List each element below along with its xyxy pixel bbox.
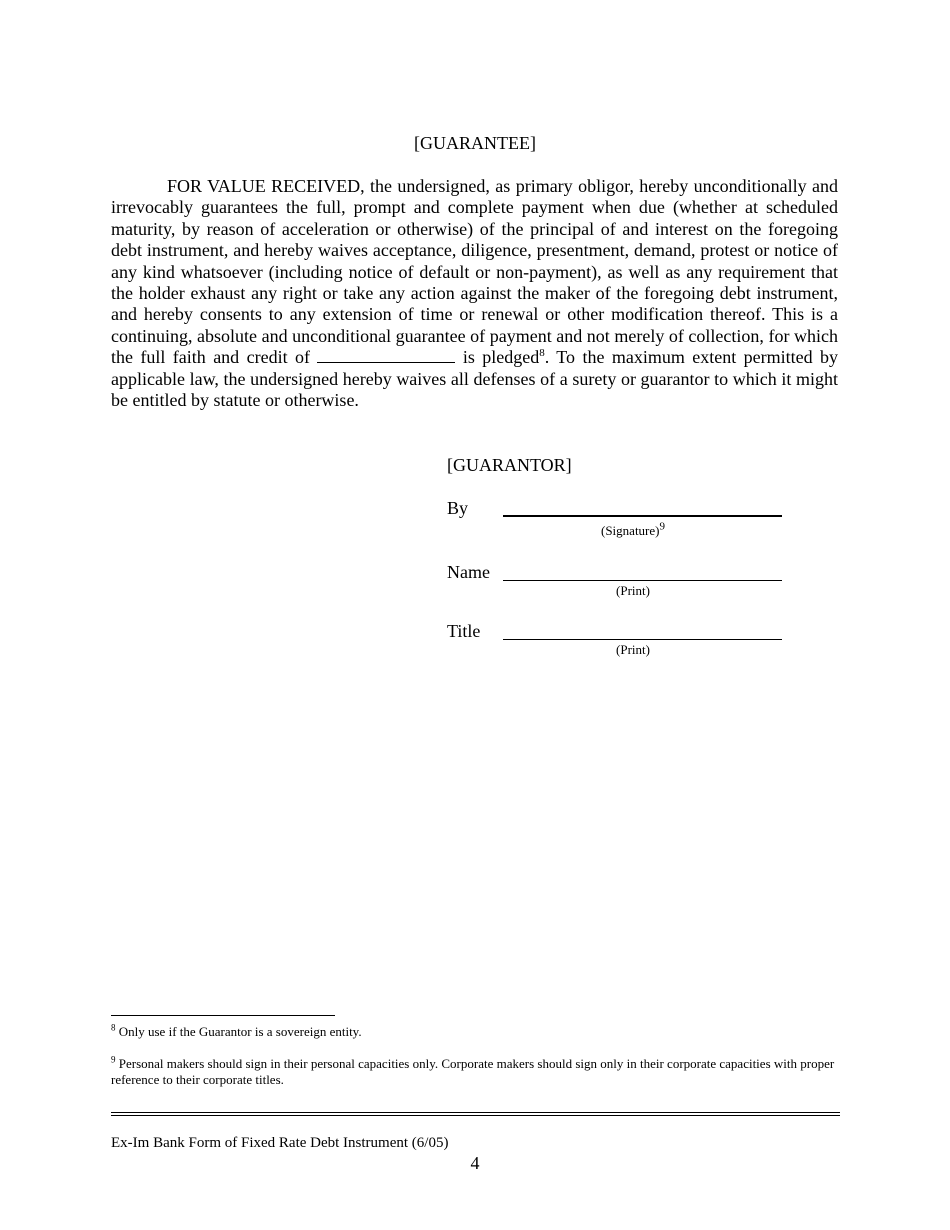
footer-form-name: Ex-Im Bank Form of Fixed Rate Debt Instrument (6/05) xyxy=(111,1135,449,1151)
footnote-9 xyxy=(111,1056,838,1088)
footer-double-rule xyxy=(111,1112,840,1116)
paragraph-part-1: FOR VALUE RECEIVED, the undersigned, as primary obligor, hereby unconditionally and irrevocably guarantees the full, prompt and complete payment when due (whether at scheduled maturity, by reason of acceleration or otherwise) of the principal of and interest on the foregoing debt instrument, and hereby waives acceptance, diligence, presentment, demand, protest or notice of any kind whatsoever (including notice of default or non-payment), as well as any requirement that the holder exhaust any right or take any action against the maker of the foregoing debt instrument, and hereby consents to any extension of time or renewal or other modification thereof. This is a continuing, absolute and unconditional guarantee of payment and not merely of collection, for which the full faith and credit of xyxy=(111,176,838,368)
signature-caption xyxy=(503,520,763,538)
footnote-separator xyxy=(111,1015,335,1016)
footnote-8 xyxy=(111,1024,838,1040)
paragraph-part-3: . To the maximum extent permitted by applicable law, the undersigned hereby waives all defenses of a surety or guarantor to which it might be entitled by statute or otherwise. xyxy=(111,347,839,411)
document-heading: [GUARANTEE] xyxy=(414,133,536,153)
footnote-number: 9 xyxy=(111,1054,116,1065)
footnote-number: 8 xyxy=(111,1022,116,1033)
signature-caption-text: (Signature) xyxy=(601,523,660,538)
name-label: Name xyxy=(447,562,490,582)
paragraph-part-2: is pledged xyxy=(462,347,540,368)
name-caption: (Print) xyxy=(616,583,650,598)
title-label: Title xyxy=(447,621,481,641)
footnote-text: Personal makers should sign in their personal capacities only. Corporate makers should sign only in their corporate capacities with proper reference to their corporate titles. xyxy=(111,1056,835,1087)
guarantor-label: [GUARANTOR] xyxy=(447,455,572,475)
pledging-entity-blank xyxy=(317,348,455,363)
title-caption: (Print) xyxy=(616,642,650,657)
name-line xyxy=(503,580,782,581)
title-line xyxy=(503,639,782,640)
footnote-text: Only use if the Guarantor is a sovereign entity. xyxy=(115,1024,362,1039)
guarantee-paragraph xyxy=(111,176,838,411)
by-label: By xyxy=(447,498,469,518)
footnote-ref-9: 9 xyxy=(659,520,665,533)
footnote-ref-8: 8 xyxy=(539,347,545,360)
page-number: 4 xyxy=(470,1153,480,1173)
signature-line xyxy=(503,515,782,517)
